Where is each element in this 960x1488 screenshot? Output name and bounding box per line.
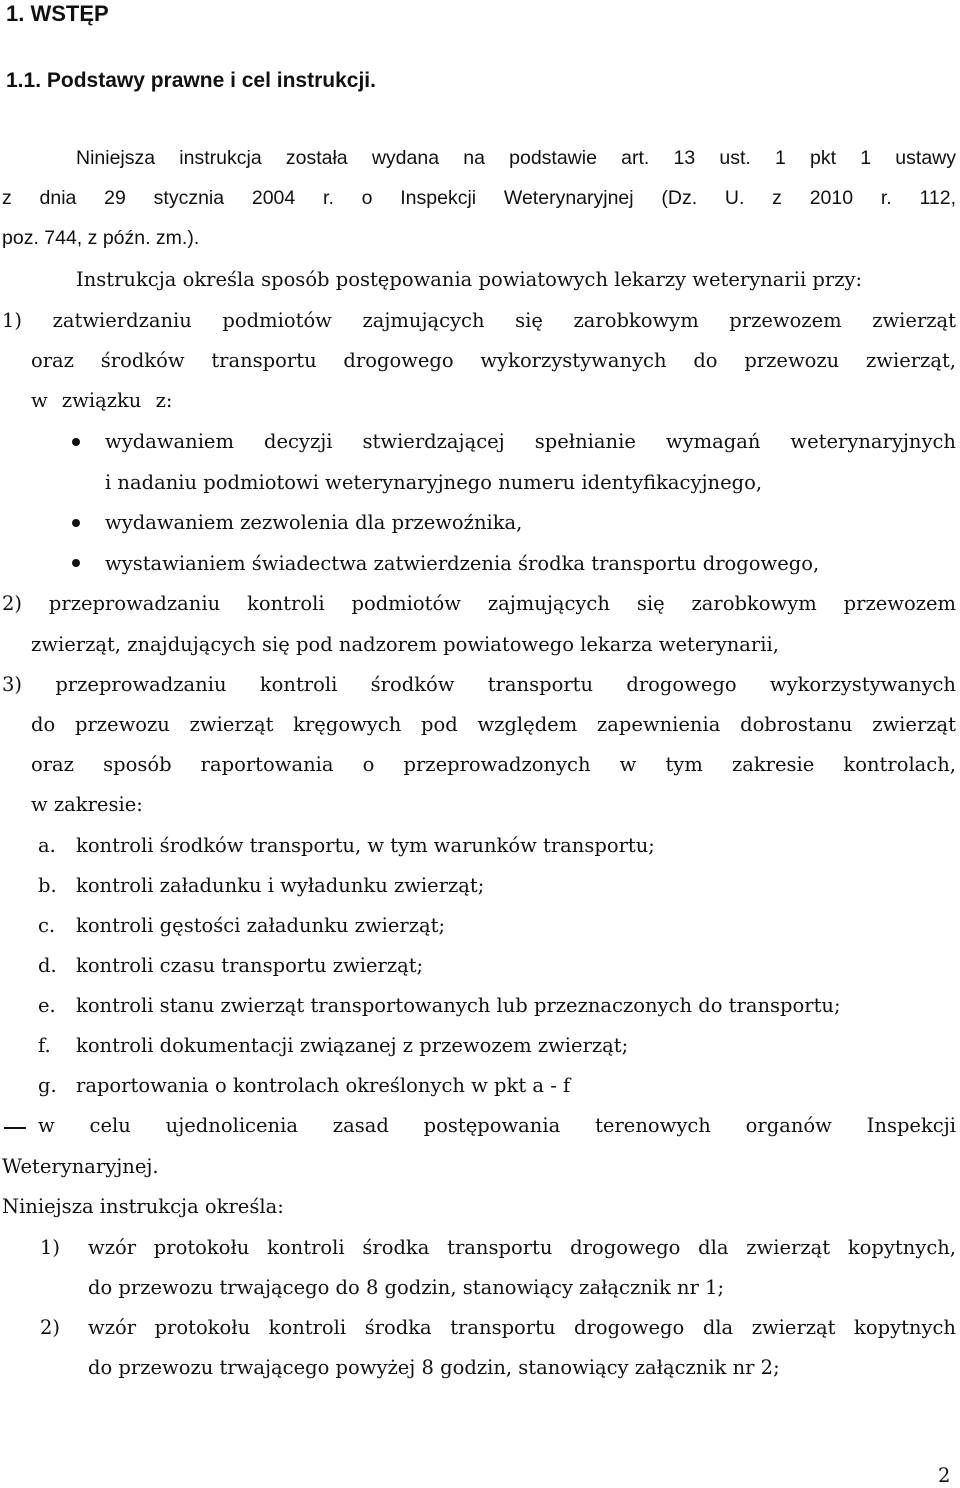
item3-line-3: oraz sposób raportowania o przeprowadzonych w tym zakresie kontrolach, (31, 753, 956, 776)
letter-item-g: raportowania o kontrolach określonych w pkt a - f (76, 1074, 571, 1097)
item3-line-2: do przewozu zwierząt kręgowych pod względem zapewnienia dobrostanu zwierząt (31, 713, 956, 736)
scope-item-1-line-1: wzór protokołu kontroli środka transportu drogowego dla zwierząt kopytnych, (88, 1236, 956, 1259)
instruction-lead: Instrukcja określa sposób postępowania powiatowych lekarzy weterynarii przy: (76, 268, 863, 291)
item3-line-4: w zakresie: (31, 793, 143, 816)
letter-item-b: kontroli załadunku i wyładunku zwierząt; (76, 874, 485, 897)
bullet-1-line-1: wydawaniem decyzji stwierdzającej spełnianie wymagań weterynaryjnych (105, 430, 956, 453)
bullet-1-line-2: i nadaniu podmiotowi weterynaryjnego numeru identyfikacyjnego, (105, 471, 763, 494)
intro-line-2: z dnia 29 stycznia 2004 r. o Inspekcji Weterynaryjnej (Dz. U. z 2010 r. 112, (2, 187, 956, 209)
letter-marker: e. (38, 994, 56, 1017)
item1-line-3: w związku z: (31, 389, 173, 412)
letter-item-d: kontroli czasu transportu zwierząt; (76, 954, 424, 977)
letter-item-c: kontroli gęstości załadunku zwierząt; (76, 914, 446, 937)
scope-marker: 1) (40, 1236, 61, 1259)
letter-marker: g. (38, 1074, 57, 1097)
instruction-scope-intro: Niniejsza instrukcja określa: (2, 1195, 284, 1218)
item2-line-2: zwierząt, znajdujących się pod nadzorem powiatowego lekarza weterynarii, (31, 633, 779, 656)
bullet-icon (72, 438, 80, 446)
letter-marker: b. (38, 874, 57, 897)
letter-marker: a. (38, 834, 56, 857)
letter-marker: f. (38, 1034, 51, 1057)
letter-marker: c. (38, 914, 56, 937)
subsection-heading: 1.1. Podstawy prawne i cel instrukcji. (6, 69, 376, 92)
intro-line-1: Niniejsza instrukcja została wydana na podstawie art. 13 ust. 1 pkt 1 ustawy (76, 147, 956, 169)
bullet-2: wydawaniem zezwolenia dla przewoźnika, (105, 511, 523, 534)
scope-item-2-line-2: do przewozu trwającego powyżej 8 godzin, stanowiący załącznik nr 2; (88, 1356, 780, 1379)
letter-item-f: kontroli dokumentacji związanej z przewozem zwierząt; (76, 1034, 629, 1057)
bullet-icon (72, 559, 80, 567)
page-number: 2 (938, 1464, 951, 1487)
letter-item-e: kontroli stanu zwierząt transportowanych lub przeznaczonych do transportu; (76, 994, 841, 1017)
section-heading: 1. WSTĘP (6, 1, 109, 26)
intro-line-3: poz. 744, z późn. zm.). (2, 227, 200, 249)
purpose-line-1: w celu ujednolicenia zasad postępowania terenowych organów Inspekcji (38, 1114, 956, 1137)
purpose-line-2: Weterynaryjnej. (2, 1155, 159, 1178)
scope-item-2-line-1: wzór protokołu kontroli środka transportu drogowego dla zwierząt kopytnych (88, 1316, 956, 1339)
bullet-3: wystawianiem świadectwa zatwierdzenia środka transportu drogowego, (105, 552, 820, 575)
scope-item-1-line-2: do przewozu trwającego do 8 godzin, stanowiący załącznik nr 1; (88, 1276, 725, 1299)
letter-item-a: kontroli środków transportu, w tym warunków transportu; (76, 834, 655, 857)
letter-marker: d. (38, 954, 57, 977)
item1-line-2: oraz środków transportu drogowego wykorzystywanych do przewozu zwierząt, (31, 349, 956, 372)
bullet-icon (72, 519, 80, 527)
item2-line-1: 2) przeprowadzaniu kontroli podmiotów zajmujących się zarobkowym przewozem (2, 592, 956, 615)
item1-line-1: 1) zatwierdzaniu podmiotów zajmujących się zarobkowym przewozem zwierząt (2, 309, 956, 332)
scope-marker: 2) (40, 1316, 61, 1339)
item3-line-1: 3) przeprowadzaniu kontroli środków transportu drogowego wykorzystywanych (2, 673, 956, 696)
dash-icon (4, 1127, 26, 1129)
